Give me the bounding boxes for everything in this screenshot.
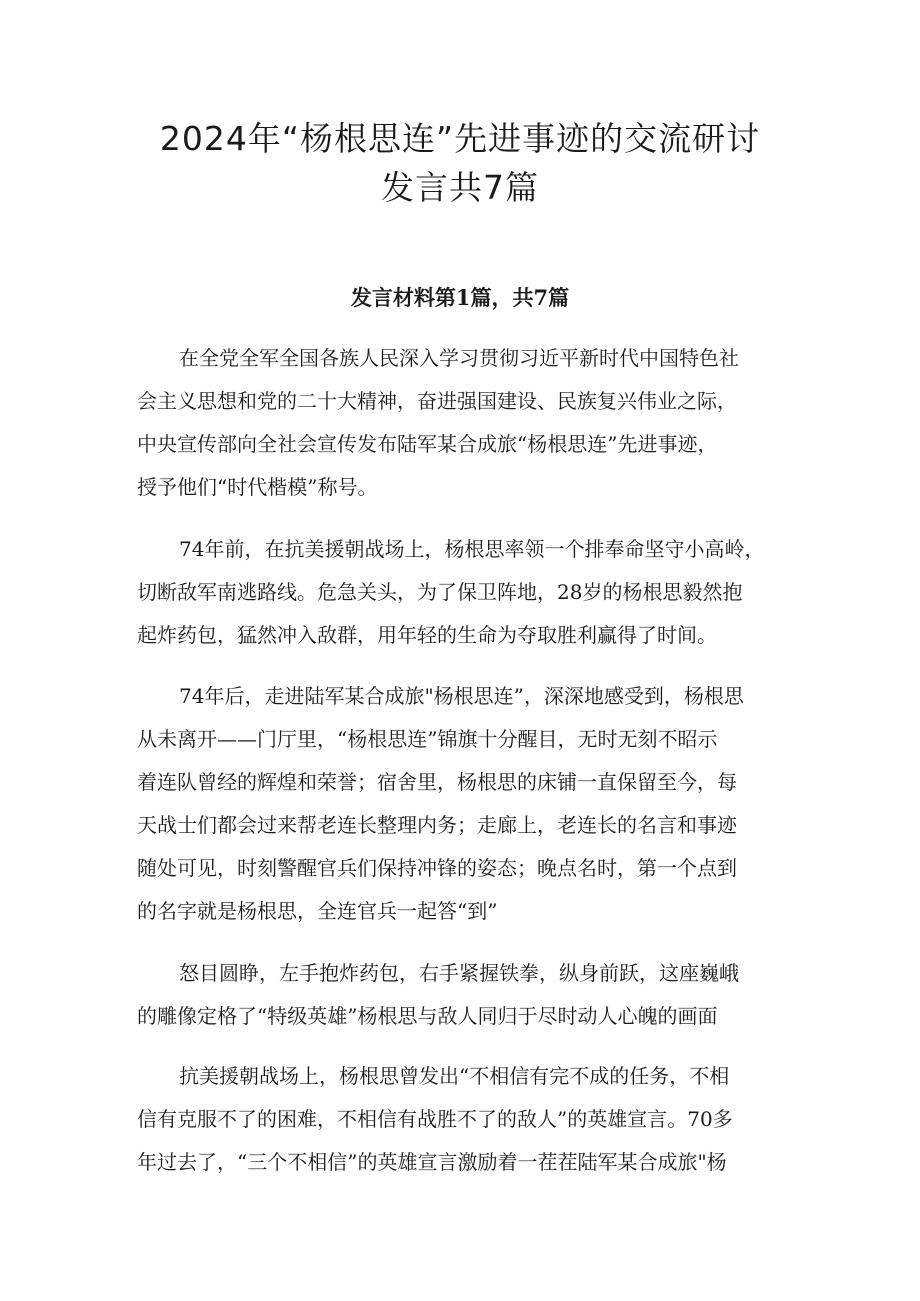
paragraph-line: 的雕像定格了“特级英雄”杨根思与敌人同归于尽时动人心魄的画面 <box>137 1004 718 1028</box>
paragraph-line: 74年前，在抗美援朝战场上，杨根思率领一个排奉命坚守小高岭， <box>179 537 765 561</box>
document-title-line-1: 2024年“杨根思连”先进事迹的交流研讨 <box>159 119 761 158</box>
paragraph-line: 从未离开——门厅里，“杨根思连”锦旗十分醒目，无时无刻不昭示 <box>137 727 718 751</box>
paragraph-line: 在全党全军全国各族人民深入学习贯彻习近平新时代中国特色社 <box>179 346 739 370</box>
paragraph-line: 74年后，走进陆军某合成旅"杨根思连”，深深地感受到，杨根思 <box>179 684 744 708</box>
document-title-line-2: 发言共7篇 <box>381 168 539 207</box>
paragraph-2 <box>137 528 797 657</box>
paragraph-line: 的名字就是杨根思，全连官兵一起答“到” <box>137 899 498 923</box>
paragraph-line: 起炸药包，猛然冲入敌群，用年轻的生命为夺取胜利赢得了时间。 <box>137 623 717 647</box>
paragraph-line: 会主义思想和党的二十大精神，奋进强国建设、民族复兴伟业之际， <box>137 389 737 413</box>
paragraph-line: 怒目圆睁，左手抱炸药包，右手紧握铁拳，纵身前跃，这座巍峨 <box>179 961 739 985</box>
section-subtitle: 发言材料第1篇，共7篇 <box>350 285 570 310</box>
paragraph-line: 年过去了，“三个不相信”的英雄宣言激励着一茬茬陆军某合成旅"杨 <box>137 1150 727 1174</box>
paragraph-line: 天战士们都会过来帮老连长整理内务；走廊上，老连长的名言和事迹 <box>137 813 737 837</box>
paragraph-line: 信有克服不了的困难，不相信有战胜不了的敌人”的英雄宣言。70多 <box>137 1107 733 1131</box>
paragraph-line: 切断敌军南逃路线。危急关头，为了保卫阵地，28岁的杨根思毅然抱 <box>137 580 743 604</box>
paragraph-line: 抗美援朝战场上，杨根思曾发出“不相信有完不成的任务，不相 <box>179 1064 730 1088</box>
paragraph-line: 授予他们“时代楷模”称号。 <box>137 475 378 499</box>
paragraph-line: 随处可见，时刻警醒官兵们保持冲锋的姿态；晚点名时，第一个点到 <box>137 856 737 880</box>
paragraph-line: 着连队曾经的辉煌和荣誉；宿舍里，杨根思的床铺一直保留至今，每 <box>137 770 737 794</box>
paragraph-4 <box>137 952 797 1038</box>
paragraph-1 <box>137 337 797 509</box>
paragraph-3 <box>137 675 797 933</box>
paragraph-line: 中央宣传部向全社会宣传发布陆军某合成旅“杨根思连”先进事迹， <box>137 432 718 456</box>
paragraph-5 <box>137 1055 797 1184</box>
